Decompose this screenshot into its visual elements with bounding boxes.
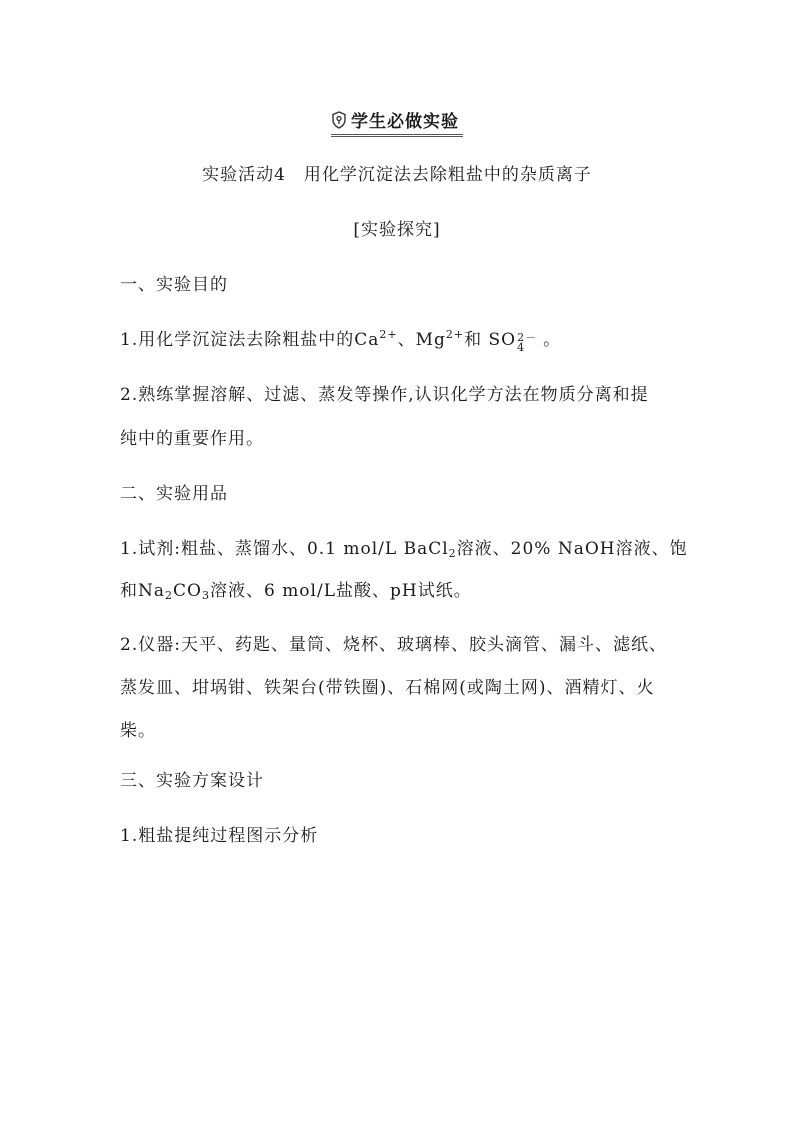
instruments-line1: 2.仪器:天平、药匙、量筒、烧杯、玻璃棒、胶头滴管、漏斗、滤纸、: [120, 635, 667, 655]
heading-design: 三、实验方案设计: [120, 771, 264, 791]
section-subtitle: [实验探究]: [353, 220, 441, 240]
lock-icon: [331, 111, 347, 129]
sulfate-ion-marks: 2－ 4: [517, 331, 538, 354]
objective-1: 1.用化学沉淀法去除粗盐中的$Ca^{2+}$、$Mg^{2+}$和 SO 2－ 4 。: [120, 328, 562, 354]
heading-materials: 二、实验用品: [120, 484, 228, 504]
instruments-line2: 蒸发皿、坩埚钳、铁架台(带铁圈)、石棉网(或陶土网)、酒精灯、火: [120, 678, 655, 698]
objective-2-line2: 纯中的重要作用。: [120, 429, 264, 449]
instruments-line3: 柴。: [120, 721, 156, 741]
objective-2-line1: 2.熟练掌握溶解、过滤、蒸发等操作,认识化学方法在物质分离和提: [120, 385, 649, 405]
heading-objectives: 一、实验目的: [120, 275, 228, 295]
reagents-line1: 1.试剂:粗盐、蒸馏水、0.1 mol/L BaCl$_2$溶液、20% NaOH溶液、饱: [120, 539, 688, 560]
design-item-1: 1.粗盐提纯过程图示分析: [120, 826, 319, 846]
reagents-line2: 和$Na_2CO_3$溶液、6 mol/L盐酸、pH试纸。: [120, 581, 472, 602]
section-badge: [0, 107, 794, 137]
activity-title: 实验活动4 用化学沉淀法去除粗盐中的杂质离子: [202, 165, 592, 185]
badge-label: 学生必做实验: [351, 112, 459, 132]
